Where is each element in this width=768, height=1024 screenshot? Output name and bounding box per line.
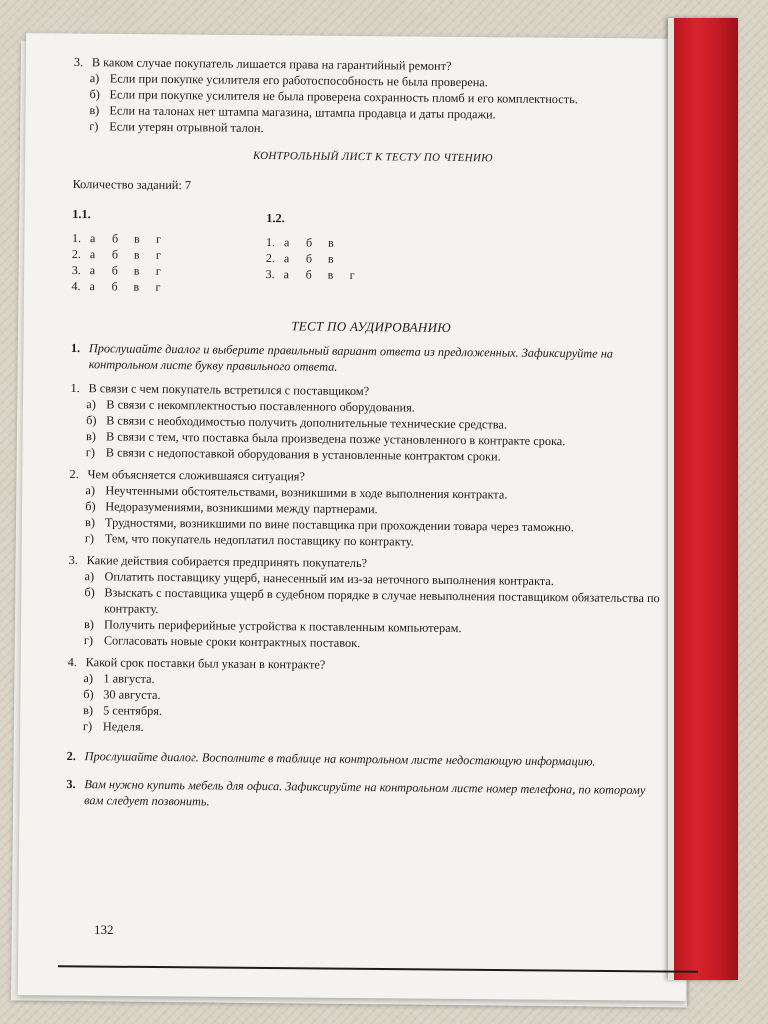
- answer-letter: а: [89, 279, 95, 294]
- answer-letter: а: [283, 267, 290, 282]
- listening-question-3: [68, 552, 669, 654]
- option-letter: в): [85, 429, 96, 444]
- options-list: [73, 70, 674, 140]
- option-text: Оплатить поставщику ущерб, нанесенный им из-за неточного выполнения контракта.: [104, 569, 554, 589]
- answer-letter: б: [111, 263, 118, 278]
- option-letter: г): [83, 633, 94, 648]
- option-text: Недоразумениями, возникшими между партнерами.: [105, 499, 378, 517]
- answer-column-1-1: [71, 206, 178, 295]
- question-number: 2.: [69, 466, 79, 482]
- option-text: Получить периферийные устройства к поставленным компьютерам.: [103, 617, 462, 636]
- answer-letter: а: [89, 263, 96, 278]
- option-letter: г): [89, 119, 99, 134]
- answer-letter: в: [133, 247, 140, 262]
- row-number: 3.: [71, 262, 81, 278]
- option-letter: а): [83, 671, 94, 686]
- option-letter: б): [86, 413, 97, 428]
- question-text: Чем объясняется сложившаяся ситуация?: [87, 467, 306, 484]
- control-sheet-title: КОНТРОЛЬНЫЙ ЛИСТ К ТЕСТУ ПО ЧТЕНИЮ: [252, 149, 493, 165]
- answer-letter: в: [327, 267, 334, 282]
- answer-column-1-2: [265, 208, 372, 297]
- answer-letter: б: [111, 231, 119, 246]
- task-number: 1.: [70, 340, 81, 356]
- answer-row: [266, 234, 372, 251]
- answer-letter: г: [155, 279, 161, 294]
- option-letter: а): [84, 569, 95, 584]
- question-text: В связи с чем покупатель встретился с поставщиком?: [88, 381, 370, 399]
- question-text: Какие действия собирается предпринять покупатель?: [86, 553, 368, 571]
- question-text: Какой срок поставки был указан в контракте?: [85, 655, 326, 672]
- option-letter: в): [89, 103, 100, 118]
- task-instruction: Вам нужно купить мебель для офиса. Зафиксируйте на контрольном листе номер телефона, по которому вам следует позвонить.: [84, 777, 646, 809]
- option-text: 1 августа.: [103, 671, 155, 686]
- row-number: 1.: [265, 235, 276, 250]
- answer-row: [266, 250, 372, 267]
- option-text: Если при покупке усилителя его работоспособность не была проверена.: [109, 71, 488, 90]
- page-content: [66, 54, 674, 822]
- answer-letter: г: [349, 267, 355, 282]
- answer-letter: в: [133, 279, 140, 294]
- option-text: Трудностями, возникшими по вине поставщика при прохождении товара через таможню.: [105, 515, 574, 535]
- option-text: Неделя.: [102, 719, 144, 734]
- options-list: [68, 568, 669, 654]
- option-letter: а): [85, 483, 96, 498]
- option-letter: в): [85, 515, 96, 530]
- option-letter: в): [83, 617, 95, 632]
- option-text: В связи с некомплектностью поставленного оборудования.: [106, 397, 415, 415]
- answer-letter: б: [111, 279, 118, 294]
- answer-letter: а: [283, 251, 290, 266]
- answer-column-title: 1.2.: [266, 211, 285, 226]
- listening-question-4: [67, 654, 668, 740]
- answer-letter: а: [89, 231, 96, 246]
- options-list: [70, 396, 671, 466]
- option-text: 30 августа.: [103, 687, 161, 702]
- option-text: Тем, что покупатель недоплатил поставщику по контракту.: [104, 531, 414, 549]
- answer-letter: в: [133, 263, 140, 278]
- answer-row: [266, 266, 372, 283]
- row-number: 1.: [71, 230, 82, 246]
- listening-question-2: [69, 466, 670, 552]
- answer-column-title: 1.1.: [72, 206, 91, 222]
- option-letter: б): [89, 87, 101, 102]
- answer-letter: г: [155, 231, 162, 246]
- question-number: 3.: [68, 552, 79, 568]
- option-text: 5 сентября.: [103, 703, 163, 718]
- option-letter: а): [89, 71, 100, 86]
- option-letter: в): [83, 703, 94, 718]
- option-letter: г): [84, 531, 95, 546]
- listening-test-title: ТЕСТ ПО АУДИРОВАНИЮ: [291, 318, 452, 335]
- option-letter: б): [85, 499, 96, 514]
- answer-grid: [71, 206, 672, 300]
- question-text: В каком случае покупатель лишается права на гарантийный ремонт?: [91, 55, 452, 73]
- listening-task-3: [66, 776, 666, 814]
- option-text: Неучтенными обстоятельствами, возникшими в ходе выполнения контракта.: [105, 483, 508, 502]
- row-number: 4.: [71, 278, 81, 294]
- option-text: В связи с тем, что поставка была произведена позже установленного в контракте срока.: [105, 429, 566, 449]
- page-number: 132: [94, 922, 114, 937]
- option-text: Если при покупке усилителя не была проверена сохранность пломб и его комплектность.: [109, 87, 578, 107]
- option-text: Взыскать с поставщика ущерб в судебном порядке в случае невыполнения поставщиком обязательства по контракту.: [104, 585, 660, 616]
- task-count: Количество заданий: 7: [72, 176, 192, 193]
- row-number: 2.: [265, 251, 275, 266]
- option-letter: б): [84, 585, 95, 600]
- options-list: [67, 670, 668, 740]
- answer-row: [72, 262, 178, 279]
- red-binder-cover: [668, 18, 738, 980]
- answer-row: [71, 278, 177, 295]
- answer-letter: в: [133, 231, 140, 246]
- listening-question-1: [70, 380, 671, 466]
- option-text: Если на талонах нет штампа магазина, штампа продавца и даты продажи.: [109, 103, 496, 122]
- option-letter: а): [86, 397, 96, 412]
- row-number: 3.: [265, 267, 275, 282]
- question-number: 3.: [73, 54, 84, 70]
- answer-letter: б: [305, 267, 312, 282]
- answer-letter: г: [155, 247, 161, 262]
- answer-letter: а: [89, 247, 96, 262]
- option-letter: г): [82, 719, 93, 734]
- answer-row: [72, 246, 178, 263]
- reading-question-3: [73, 54, 674, 140]
- answer-row: [72, 230, 178, 247]
- task-number: 3.: [66, 776, 76, 792]
- answer-letter: б: [305, 251, 313, 266]
- answer-letter: в: [327, 251, 334, 266]
- option-letter: б): [83, 687, 94, 702]
- question-number: 4.: [67, 654, 77, 670]
- answer-letter: а: [283, 235, 290, 250]
- question-number: 1.: [70, 380, 80, 396]
- options-list: [69, 482, 670, 552]
- listening-task-1: [71, 340, 671, 378]
- answer-letter: г: [155, 263, 161, 278]
- option-text: Согласовать новые сроки контрактных поставок.: [103, 633, 361, 651]
- answer-letter: в: [327, 235, 334, 250]
- option-letter: г): [85, 445, 96, 460]
- answer-letter: б: [111, 247, 119, 262]
- option-text: В связи с недопоставкой оборудования в установленные контрактом сроки.: [105, 445, 501, 464]
- answer-letter: б: [305, 235, 313, 250]
- task-instruction: Прослушайте диалог. Восполните в таблице на контрольном листе недостающую информацию.: [84, 749, 596, 769]
- task-number: 2.: [66, 748, 76, 764]
- task-instruction: Прослушайте диалог и выберите правильный вариант ответа из предложенных. Зафиксируйте на контрольном листе букву правильного ответа.: [88, 341, 614, 374]
- option-text: Если утерян отрывной талон.: [109, 119, 264, 135]
- listening-task-2: [67, 748, 667, 770]
- row-number: 2.: [71, 246, 81, 262]
- option-text: В связи с необходимостью получить дополнительные технические средства.: [106, 413, 508, 432]
